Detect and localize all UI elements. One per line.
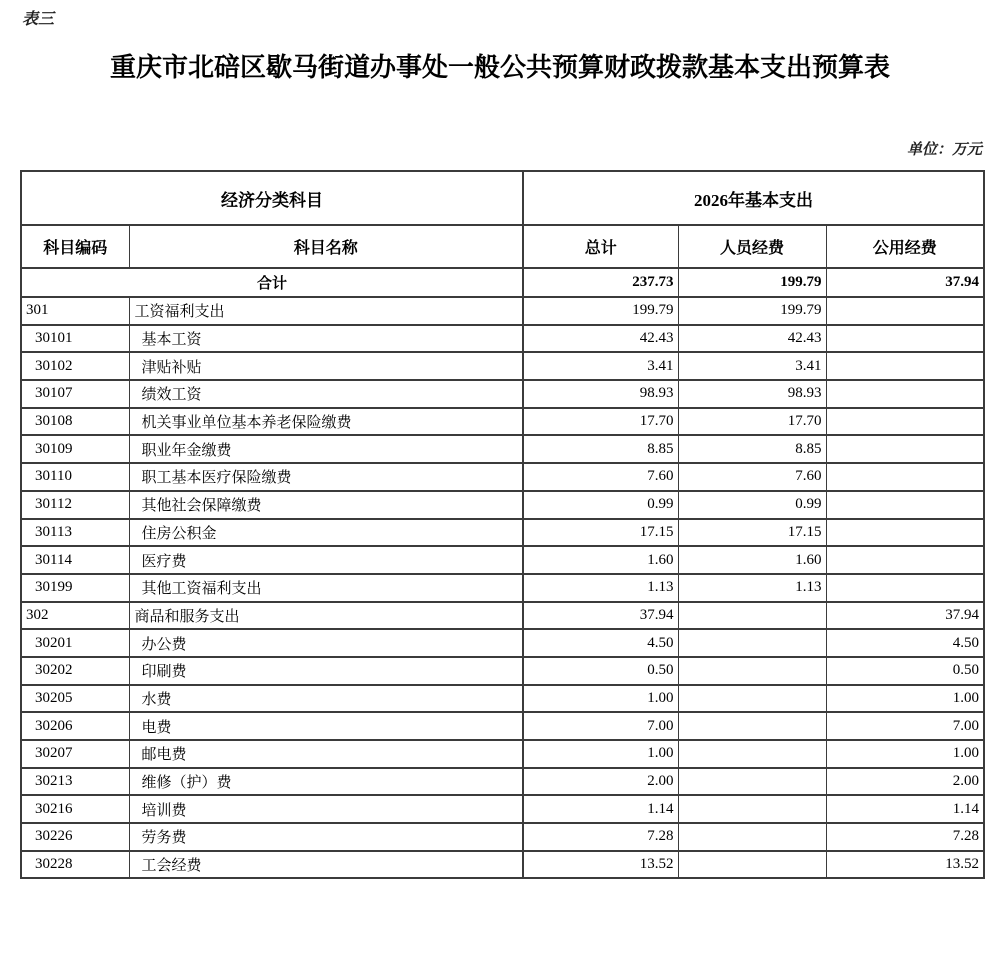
- public-value: 2.00: [826, 768, 984, 796]
- table-row: [21, 602, 984, 630]
- subject-name: 维修（护）费: [129, 768, 523, 796]
- table-row: [21, 851, 984, 879]
- total-value: 1.00: [523, 685, 678, 713]
- personnel-value: 0.99: [678, 491, 826, 519]
- subject-name: 工会经费: [129, 851, 523, 879]
- table-row: [21, 380, 984, 408]
- subject-name: 机关事业单位基本养老保险缴费: [129, 408, 523, 436]
- subject-code: 30109: [21, 435, 129, 463]
- subject-code: 30101: [21, 325, 129, 353]
- table-row: [21, 574, 984, 602]
- subject-name: 津贴补贴: [129, 352, 523, 380]
- grand-total-total: 237.73: [523, 268, 678, 297]
- subject-code: 30102: [21, 352, 129, 380]
- subject-code: 30206: [21, 712, 129, 740]
- subject-name: 劳务费: [129, 823, 523, 851]
- personnel-value: [678, 851, 826, 879]
- table-row: [21, 519, 984, 547]
- personnel-value: 8.85: [678, 435, 826, 463]
- subject-name: 基本工资: [129, 325, 523, 353]
- table-row: [21, 685, 984, 713]
- subject-code: 30108: [21, 408, 129, 436]
- table-row: [21, 629, 984, 657]
- subject-name: 工资福利支出: [129, 297, 523, 325]
- table-row: [21, 435, 984, 463]
- table-row: [21, 768, 984, 796]
- table-number-label: 表三: [22, 11, 55, 28]
- subject-name: 职业年金缴费: [129, 435, 523, 463]
- subject-name: 其他社会保障缴费: [129, 491, 523, 519]
- public-value: 4.50: [826, 629, 984, 657]
- personnel-value: 3.41: [678, 352, 826, 380]
- subject-name: 水费: [129, 685, 523, 713]
- grand-total-row: [21, 268, 984, 297]
- total-value: 17.15: [523, 519, 678, 547]
- total-value: 1.00: [523, 740, 678, 768]
- personnel-value: 17.15: [678, 519, 826, 547]
- total-value: 3.41: [523, 352, 678, 380]
- personnel-value: 1.60: [678, 546, 826, 574]
- subject-code: 30216: [21, 795, 129, 823]
- subject-name: 电费: [129, 712, 523, 740]
- total-value: 0.99: [523, 491, 678, 519]
- table-row: [21, 325, 984, 353]
- header-group-row: [21, 171, 984, 225]
- public-value: [826, 574, 984, 602]
- header-subject-name: 科目名称: [129, 225, 523, 268]
- personnel-value: [678, 602, 826, 630]
- personnel-value: 42.43: [678, 325, 826, 353]
- subject-code: 30228: [21, 851, 129, 879]
- table-row: [21, 408, 984, 436]
- header-public-funds: 公用经费: [826, 225, 984, 268]
- page-title: 重庆市北碚区歇马街道办事处一般公共预算财政拨款基本支出预算表: [109, 52, 890, 82]
- public-value: [826, 408, 984, 436]
- table-row: [21, 546, 984, 574]
- total-value: 42.43: [523, 325, 678, 353]
- public-value: [826, 463, 984, 491]
- grand-total-public: 37.94: [826, 268, 984, 297]
- table-row: [21, 712, 984, 740]
- subject-code: 30113: [21, 519, 129, 547]
- personnel-value: [678, 629, 826, 657]
- public-value: [826, 519, 984, 547]
- subject-name: 其他工资福利支出: [129, 574, 523, 602]
- public-value: [826, 435, 984, 463]
- subject-code: 30226: [21, 823, 129, 851]
- personnel-value: [678, 685, 826, 713]
- subject-code: 30201: [21, 629, 129, 657]
- total-value: 199.79: [523, 297, 678, 325]
- personnel-value: [678, 740, 826, 768]
- total-value: 1.14: [523, 795, 678, 823]
- unit-note: 单位：万元: [906, 142, 982, 158]
- subject-code: 30199: [21, 574, 129, 602]
- header-columns-row: [21, 225, 984, 268]
- personnel-value: [678, 795, 826, 823]
- subject-name: 印刷费: [129, 657, 523, 685]
- personnel-value: 17.70: [678, 408, 826, 436]
- table-row: [21, 352, 984, 380]
- public-value: 13.52: [826, 851, 984, 879]
- public-value: 1.00: [826, 740, 984, 768]
- subject-code: 30114: [21, 546, 129, 574]
- header-personnel-funds: 人员经费: [678, 225, 826, 268]
- public-value: [826, 297, 984, 325]
- total-value: 1.13: [523, 574, 678, 602]
- subject-name: 培训费: [129, 795, 523, 823]
- public-value: 1.00: [826, 685, 984, 713]
- public-value: [826, 325, 984, 353]
- total-value: 13.52: [523, 851, 678, 879]
- personnel-value: 1.13: [678, 574, 826, 602]
- personnel-value: [678, 657, 826, 685]
- table-row: [21, 740, 984, 768]
- personnel-value: 199.79: [678, 297, 826, 325]
- subject-code: 301: [21, 297, 129, 325]
- public-value: 37.94: [826, 602, 984, 630]
- table-row: [21, 491, 984, 519]
- total-value: 7.00: [523, 712, 678, 740]
- grand-total-label: 合计: [21, 268, 523, 297]
- grand-total-personnel: 199.79: [678, 268, 826, 297]
- total-value: 2.00: [523, 768, 678, 796]
- total-value: 37.94: [523, 602, 678, 630]
- subject-code: 30213: [21, 768, 129, 796]
- public-value: 7.00: [826, 712, 984, 740]
- total-value: 7.60: [523, 463, 678, 491]
- subject-code: 30112: [21, 491, 129, 519]
- subject-name: 绩效工资: [129, 380, 523, 408]
- total-value: 0.50: [523, 657, 678, 685]
- subject-name: 邮电费: [129, 740, 523, 768]
- personnel-value: 98.93: [678, 380, 826, 408]
- table-row: [21, 657, 984, 685]
- table-row: [21, 297, 984, 325]
- header-subject-code: 科目编码: [21, 225, 129, 268]
- subject-code: 30110: [21, 463, 129, 491]
- header-economic-classification: 经济分类科目: [21, 171, 523, 225]
- public-value: 7.28: [826, 823, 984, 851]
- subject-code: 30205: [21, 685, 129, 713]
- header-total: 总计: [523, 225, 678, 268]
- personnel-value: [678, 768, 826, 796]
- total-value: 98.93: [523, 380, 678, 408]
- total-value: 8.85: [523, 435, 678, 463]
- subject-code: 30207: [21, 740, 129, 768]
- table-row: [21, 463, 984, 491]
- total-value: 4.50: [523, 629, 678, 657]
- subject-name: 医疗费: [129, 546, 523, 574]
- subject-name: 职工基本医疗保险缴费: [129, 463, 523, 491]
- total-value: 1.60: [523, 546, 678, 574]
- subject-code: 302: [21, 602, 129, 630]
- subject-code: 30202: [21, 657, 129, 685]
- public-value: [826, 546, 984, 574]
- subject-name: 商品和服务支出: [129, 602, 523, 630]
- total-value: 7.28: [523, 823, 678, 851]
- budget-table: [20, 170, 985, 879]
- table-row: [21, 795, 984, 823]
- personnel-value: 7.60: [678, 463, 826, 491]
- personnel-value: [678, 712, 826, 740]
- subject-name: 办公费: [129, 629, 523, 657]
- table-row: [21, 823, 984, 851]
- header-year-basic-expenditure: 2026年基本支出: [523, 171, 984, 225]
- public-value: 1.14: [826, 795, 984, 823]
- subject-name: 住房公积金: [129, 519, 523, 547]
- total-value: 17.70: [523, 408, 678, 436]
- subject-code: 30107: [21, 380, 129, 408]
- public-value: [826, 380, 984, 408]
- public-value: 0.50: [826, 657, 984, 685]
- public-value: [826, 491, 984, 519]
- public-value: [826, 352, 984, 380]
- personnel-value: [678, 823, 826, 851]
